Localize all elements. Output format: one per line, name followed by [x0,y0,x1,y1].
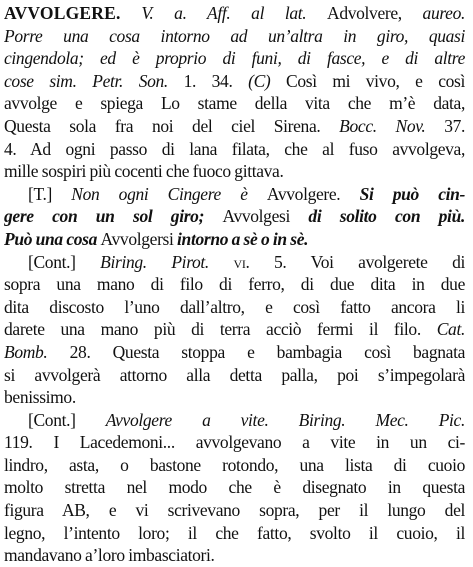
entry-line [4,364,465,387]
entry-text-segment: [Cont.] [28,251,101,272]
entry-line [4,228,465,251]
entry-line [4,409,465,432]
entry-line [4,499,465,522]
entry-line [4,25,465,48]
entry-line [4,476,465,499]
entry-text-segment: Advolvere, [327,3,423,23]
entry-text-segment: Si può cin- [359,183,465,204]
entry-text-segment: 1. 34. [183,70,249,91]
entry-line [4,92,465,115]
entry-line [4,386,465,409]
entry-text-segment: vi [233,251,246,272]
entry-text-segment: avvolge e spiega Lo stame della vita che m’è data, [4,93,465,114]
entry-text-segment: Così mi vivo, e così [286,70,465,91]
entry-line [4,160,465,183]
entry-text-segment: benissimo. [4,387,76,408]
entry-line [4,70,465,93]
entry-text-segment: Non ogni Cingere è [71,183,267,204]
entry-text-segment: [Cont.] [28,409,106,430]
entry-line [4,318,465,341]
entry-line [4,341,465,364]
entry-text-segment: cose sim. Petr. Son. [4,70,184,91]
entry-text-segment: intorno a sè o in sè. [177,228,309,249]
entry-line [4,183,465,206]
entry-line [4,138,465,161]
dictionary-entry-avvolgere [4,2,465,567]
entry-text-segment: sopra una mano di filo di ferro, di due dita in due [4,274,465,295]
entry-text-segment: . 5. Voi avolgerete di [245,251,465,272]
entry-line [4,205,465,228]
entry-text-segment: Porre una cosa intorno ad un’altra in giro, quasi [4,25,465,46]
entry-text-segment: Avvolgesi [222,206,309,227]
entry-text-segment: dita discosto l’uno dall’altro, e così fatto ancora li [4,296,465,317]
entry-text-segment: di solito con più. [308,206,465,227]
entry-text-segment: mandavano a’loro imbasciatori. [4,545,215,566]
entry-text-segment: Avvolgere a vite. Biring. Mec. Pic. [105,409,465,430]
entry-text-segment: Bomb. [4,341,70,362]
entry-text-segment: cingendola; ed è proprio di funi, di fasce, e di altre [4,48,465,69]
entry-text-segment: Cat. [436,319,465,340]
entry-text-segment: Avvolgersi [100,228,178,249]
entry-text-segment: molto stretta nel modo che è disegnato in questa [4,477,465,498]
entry-text-segment: 28. Questa stoppa e bambagia così bagnata [69,341,465,362]
entry-text-segment: 4. Ad ogni passo di lana filata, che al fuso avvolgeva, [4,138,465,159]
entry-text-segment: Può una cosa [4,228,101,249]
entry-text-segment: si avvolgerà attorno alla detta palla, poi s’impegolarà [4,364,465,385]
entry-text-segment: 37. [444,115,465,136]
entry-line [4,115,465,138]
entry-line [4,431,465,454]
entry-text-segment: V. a. Aff. al lat. [120,3,328,23]
entry-line [4,522,465,545]
entry-text-segment: (C) [248,70,287,91]
entry-line [4,47,465,70]
entry-line [4,273,465,296]
entry-text-segment: gere con un sol giro; [4,206,223,227]
entry-line [4,2,465,25]
entry-text-segment: darete una mano più di terra acciò fermi il filo. [4,319,437,340]
entry-text-segment: aureo. [422,3,465,23]
entry-line [4,544,465,567]
entry-text-segment: 119. I Lacedemoni... avvolgevano a vite in un ci- [4,432,465,453]
entry-text-segment: Biring. Pirot. [100,251,234,272]
entry-text-segment: Avvolgere. [266,183,360,204]
entry-text-segment: Bocc. Nov. [339,115,445,136]
entry-text-segment: mille sospiri più cocenti che fuoco gittava. [4,161,284,182]
entry-text-segment: lindro, asta, o bastone rotondo, una lista di cuoio [4,454,465,475]
entry-text-segment: AVVOLGERE. [4,3,121,23]
entry-line [4,251,465,274]
entry-text-segment: figura AB, e vi scrivevano sopra, per il lungo del [4,500,465,521]
entry-text-segment: Questa sola fra noi del ciel Sirena. [4,115,340,136]
entry-text-segment: legno, l’intento loro; il che fatto, svolto il cuoio, il [4,522,465,543]
entry-line [4,454,465,477]
entry-text-segment: [T.] [28,183,72,204]
entry-line [4,296,465,319]
